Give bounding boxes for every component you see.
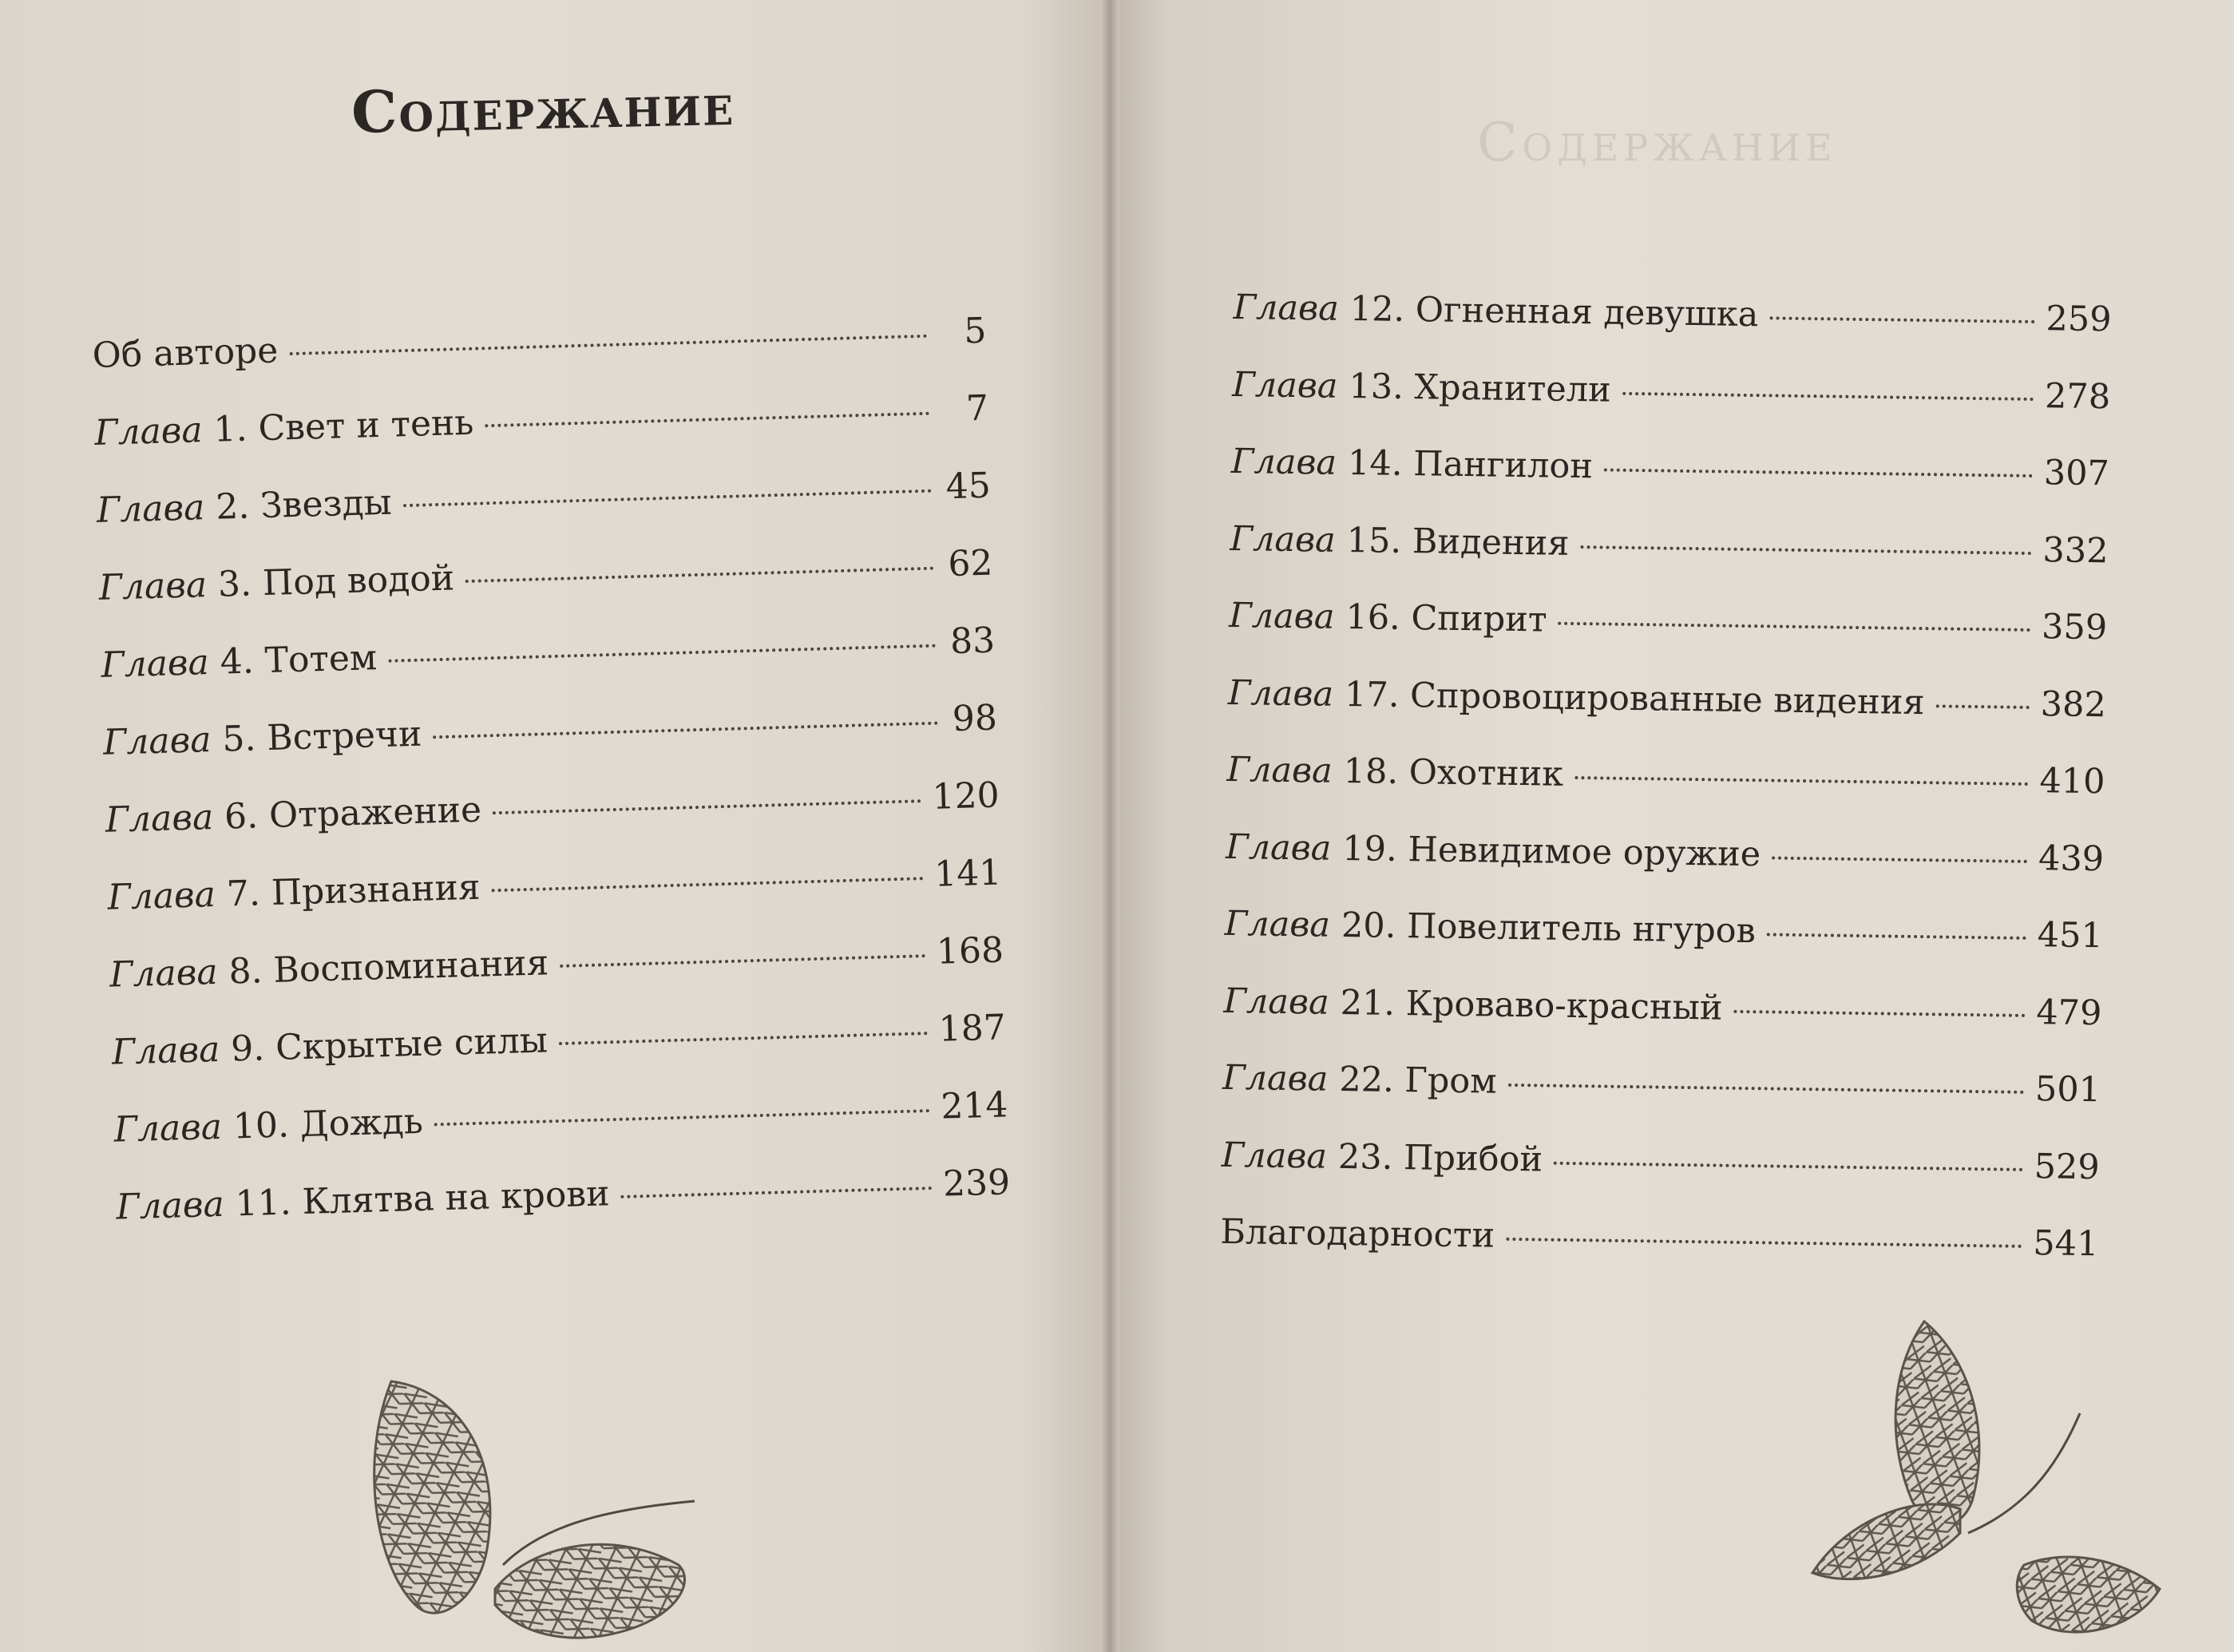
dot-leader: [388, 644, 936, 663]
toc-page-number: 239: [942, 1162, 1011, 1205]
chapter-word: Глава: [1225, 826, 1332, 869]
toc-page-number: 7: [965, 387, 989, 430]
toc-entry-label: 19. Невидимое оружие: [1342, 828, 1761, 874]
butterfly-icon: [343, 1365, 711, 1652]
dot-leader: [1769, 316, 2034, 323]
toc-page-number: 168: [936, 929, 1004, 973]
toc-entry-label: 4. Тотем: [220, 637, 378, 683]
toc-page-number: 501: [2034, 1069, 2101, 1111]
chapter-word: Глава: [100, 642, 210, 686]
chapter-word: Глава: [1233, 287, 1340, 329]
toc-page-number: 5: [963, 310, 987, 352]
toc-entry-label: 6. Отражение: [224, 789, 482, 838]
toc-page-number: 214: [940, 1084, 1009, 1127]
toc-entry-label: 23. Прибой: [1337, 1136, 1543, 1180]
chapter-word: Глава: [106, 874, 216, 918]
chapter-word: Глава: [1224, 903, 1331, 945]
chapter-word: Глава: [1226, 749, 1333, 791]
toc-entry-label: 3. Под водой: [217, 557, 455, 605]
toc-entry[interactable]: [1230, 518, 2109, 608]
dot-leader: [1772, 856, 2027, 862]
dot-leader: [1506, 1238, 2022, 1248]
chapter-word: Глава: [1230, 518, 1337, 561]
toc-entry[interactable]: [1230, 442, 2109, 531]
toc-entry-label: Благодарности: [1220, 1211, 1495, 1256]
toc-left-column: [92, 311, 1012, 1265]
toc-entry-label: 18. Охотник: [1343, 751, 1564, 794]
toc-page-number: 120: [931, 774, 1000, 818]
book-gutter: [1100, 0, 1119, 1652]
toc-page-number: 541: [2032, 1223, 2099, 1265]
toc-entry-label: 16. Спирит: [1345, 597, 1547, 640]
toc-entry-label: 1. Свет и тень: [212, 402, 474, 450]
chapter-word: Глава: [102, 719, 212, 763]
dot-leader: [434, 1109, 930, 1126]
chapter-word: Глава: [113, 1106, 223, 1151]
dot-leader: [465, 567, 934, 583]
chapter-word: Глава: [1221, 1135, 1328, 1177]
toc-entry-label: 22. Гром: [1338, 1059, 1498, 1102]
toc-entry-label: 10. Дождь: [232, 1100, 424, 1147]
toc-page-number: 451: [2037, 915, 2104, 957]
butterfly-icon: [1800, 1309, 2216, 1652]
toc-page-number: 259: [2046, 299, 2112, 340]
chapter-word: Глава: [98, 565, 208, 608]
toc-page-number: 410: [2039, 761, 2105, 802]
dot-leader: [433, 722, 938, 739]
dot-leader: [559, 1032, 928, 1045]
show-through-title: Содержание: [1477, 112, 1837, 173]
dot-leader: [620, 1187, 932, 1198]
toc-page-number: 439: [2038, 838, 2105, 879]
toc-page-number: 332: [2042, 529, 2109, 571]
dot-leader: [1935, 704, 2029, 709]
toc-entry-label: 11. Клятва на крови: [234, 1173, 611, 1225]
dot-leader: [403, 489, 932, 507]
chapter-word: Глава: [1222, 1057, 1329, 1099]
toc-page-number: 45: [945, 465, 992, 508]
toc-entry-label: 14. Пангилон: [1347, 443, 1594, 487]
toc-page-number: 141: [933, 852, 1002, 895]
toc-entry-label: 12. Огненная девушка: [1349, 289, 1759, 335]
toc-page-number: 83: [949, 620, 996, 663]
dot-leader: [560, 954, 925, 968]
toc-entry[interactable]: [1227, 672, 2106, 762]
chapter-word: Глава: [1228, 595, 1335, 637]
dot-leader: [1554, 1161, 2023, 1171]
toc-page-number: 382: [2040, 683, 2107, 725]
toc-entry-label: 21. Кроваво-красный: [1340, 982, 1723, 1028]
chapter-word: Глава: [105, 796, 214, 841]
toc-entry-label: 7. Признания: [226, 866, 481, 915]
chapter-word: Глава: [1231, 364, 1338, 406]
toc-right-column: [1219, 287, 2111, 1301]
dot-leader: [289, 335, 927, 355]
dot-leader: [1767, 933, 2026, 940]
toc-page-number: 479: [2035, 992, 2102, 1033]
chapter-word: Глава: [1230, 441, 1337, 483]
toc-entry[interactable]: [1221, 1135, 2100, 1224]
toc-entry-label: 20. Повелитель нгуров: [1341, 905, 1757, 952]
toc-entry-label: 15. Видения: [1346, 520, 1570, 564]
toc-entry-label: 9. Скрытые силы: [230, 1020, 549, 1070]
toc-entry[interactable]: [1222, 1058, 2101, 1147]
toc-page-number: 187: [937, 1007, 1007, 1050]
dot-leader: [1580, 545, 2031, 555]
chapter-word: Глава: [96, 487, 206, 531]
dot-leader: [485, 412, 929, 428]
dot-leader: [493, 799, 921, 814]
toc-entry-label: Об авторе: [92, 330, 279, 376]
dot-leader: [1733, 1009, 2025, 1016]
toc-page-number: 98: [952, 697, 998, 740]
dot-leader: [1508, 1084, 2024, 1094]
toc-entry[interactable]: [1228, 596, 2107, 685]
chapter-word: Глава: [93, 410, 204, 454]
dot-leader: [1622, 391, 2034, 400]
dot-leader: [492, 877, 924, 892]
dot-leader: [1574, 776, 2028, 786]
toc-entry[interactable]: [1231, 364, 2110, 454]
toc-entry-label: 8. Воспоминания: [228, 942, 549, 992]
toc-entry[interactable]: [1225, 826, 2104, 916]
toc-entry-label: 13. Хранители: [1349, 366, 1612, 410]
page-title: Содержание: [351, 69, 735, 146]
chapter-word: Глава: [111, 1028, 220, 1073]
toc-page-number: 359: [2041, 607, 2108, 648]
toc-page-number: 307: [2043, 453, 2110, 494]
toc-entry-label: 5. Встречи: [221, 713, 422, 760]
toc-entry-label: 17. Спровоцированные видения: [1344, 674, 1925, 723]
dot-leader: [1559, 622, 2031, 632]
toc-page-number: 278: [2044, 375, 2111, 417]
dot-leader: [1604, 468, 2033, 477]
toc-entry[interactable]: [1223, 981, 2102, 1070]
chapter-word: Глава: [1223, 981, 1330, 1023]
toc-page-number: 62: [947, 542, 994, 585]
chapter-word: Глава: [109, 951, 219, 996]
toc-entry[interactable]: [1219, 1212, 2098, 1301]
toc-entry-label: 2. Звезды: [215, 481, 393, 528]
chapter-word: Глава: [1227, 672, 1334, 715]
toc-entry[interactable]: [1233, 287, 2112, 377]
toc-entry[interactable]: [1226, 750, 2105, 839]
toc-page-number: 529: [2034, 1146, 2101, 1187]
toc-entry[interactable]: [1224, 904, 2103, 993]
chapter-word: Глава: [115, 1183, 225, 1228]
